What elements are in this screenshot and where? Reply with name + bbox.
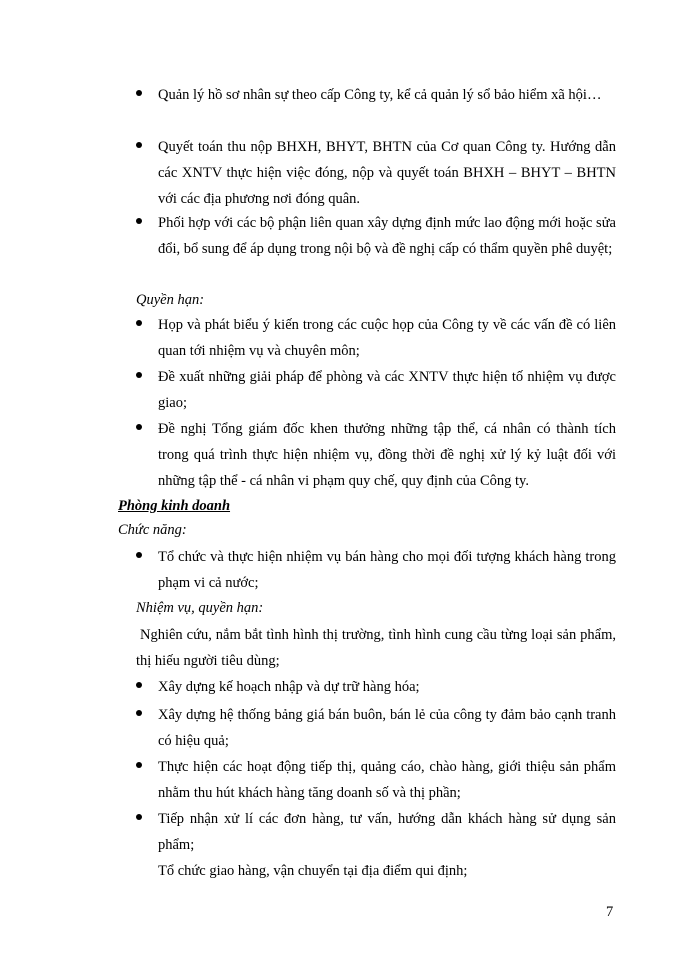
list-item bbox=[136, 806, 616, 858]
bullet-icon bbox=[136, 372, 142, 378]
list-item-text: Đề xuất những giải pháp để phòng và các XNTV thực hiện tố nhiệm vụ được giao; bbox=[158, 369, 616, 411]
bullet-icon bbox=[136, 90, 142, 96]
bullet-icon bbox=[136, 218, 142, 224]
chuc-nang-label: Chức năng: bbox=[118, 522, 187, 538]
bullet-icon bbox=[136, 710, 142, 716]
section-heading: Phòng kinh doanh bbox=[118, 498, 231, 514]
bullet-icon bbox=[136, 552, 142, 558]
list-item-text: Xây dựng kế hoạch nhập và dự trữ hàng hóa; bbox=[158, 679, 420, 695]
list-item-text: Đề nghị Tổng giám đốc khen thưởng những tập thể, cá nhân có thành tích trong quá trình thực hiện nhiệm vụ, đồng thời đề nghị xử lý kỷ luật đối với những tập thể - cá nhân vi phạm quy chế, quy định của Công ty. bbox=[158, 421, 616, 489]
list-item bbox=[136, 416, 616, 494]
list-item-text: Quản lý hồ sơ nhân sự theo cấp Công ty, kể cả quản lý sổ bảo hiểm xã hội… bbox=[158, 87, 602, 103]
list-item bbox=[136, 674, 616, 700]
list-item bbox=[136, 702, 616, 754]
list-item-text: Quyết toán thu nộp BHXH, BHYT, BHTN của Cơ quan Công ty. Hướng dẫn các XNTV thực hiện việc đóng, nộp và quyết toán BHXH – BHYT – BHTN với các địa phương nơi đóng quân. bbox=[158, 139, 616, 207]
list-item-text: Tiếp nhận xử lí các đơn hàng, tư vấn, hướng dẫn khách hàng sử dụng sản phẩm; bbox=[158, 811, 616, 853]
list-item bbox=[136, 210, 616, 262]
list-item bbox=[136, 134, 616, 212]
list-item bbox=[136, 82, 616, 108]
list-item-text: Họp và phát biểu ý kiến trong các cuộc họp của Công ty về các vấn đề có liên quan tới nhiệm vụ và chuyên môn; bbox=[158, 317, 616, 359]
list-item bbox=[136, 312, 616, 364]
paragraph: Nghiên cứu, nắm bắt tình hình thị trường, tình hình cung cầu từng loại sản phẩm, thị hiếu người tiêu dùng; bbox=[136, 627, 616, 669]
page-number: 7 bbox=[606, 904, 614, 920]
list-item bbox=[136, 754, 616, 806]
list-item-text: Thực hiện các hoạt động tiếp thị, quảng cáo, chào hàng, giới thiệu sản phẩm nhằm thu hút khách hàng tăng doanh số và thị phần; bbox=[158, 759, 616, 801]
quyen-han-label: Quyền hạn: bbox=[136, 292, 205, 308]
list-item-text: Xây dựng hệ thống bảng giá bán buôn, bán lẻ của công ty đảm bảo cạnh tranh có hiệu quả; bbox=[158, 707, 616, 749]
bullet-icon bbox=[136, 142, 142, 148]
bullet-icon bbox=[136, 320, 142, 326]
list-item bbox=[136, 364, 616, 416]
list-item bbox=[136, 544, 616, 596]
bullet-icon bbox=[136, 682, 142, 688]
list-item-text: Phối hợp với các bộ phận liên quan xây dựng định mức lao động mới hoặc sửa đổi, bổ sung để áp dụng trong nội bộ và đề nghị cấp có thẩm quyền phê duyệt; bbox=[158, 215, 616, 257]
bullet-icon bbox=[136, 424, 142, 430]
bullet-icon bbox=[136, 762, 142, 768]
nhiem-vu-label: Nhiệm vụ, quyền hạn: bbox=[136, 600, 264, 616]
paragraph: Tổ chức giao hàng, vận chuyển tại địa điểm qui định; bbox=[158, 863, 468, 879]
list-item-text: Tổ chức và thực hiện nhiệm vụ bán hàng cho mọi đối tượng khách hàng trong phạm vi cả nước; bbox=[158, 549, 616, 591]
bullet-icon bbox=[136, 814, 142, 820]
